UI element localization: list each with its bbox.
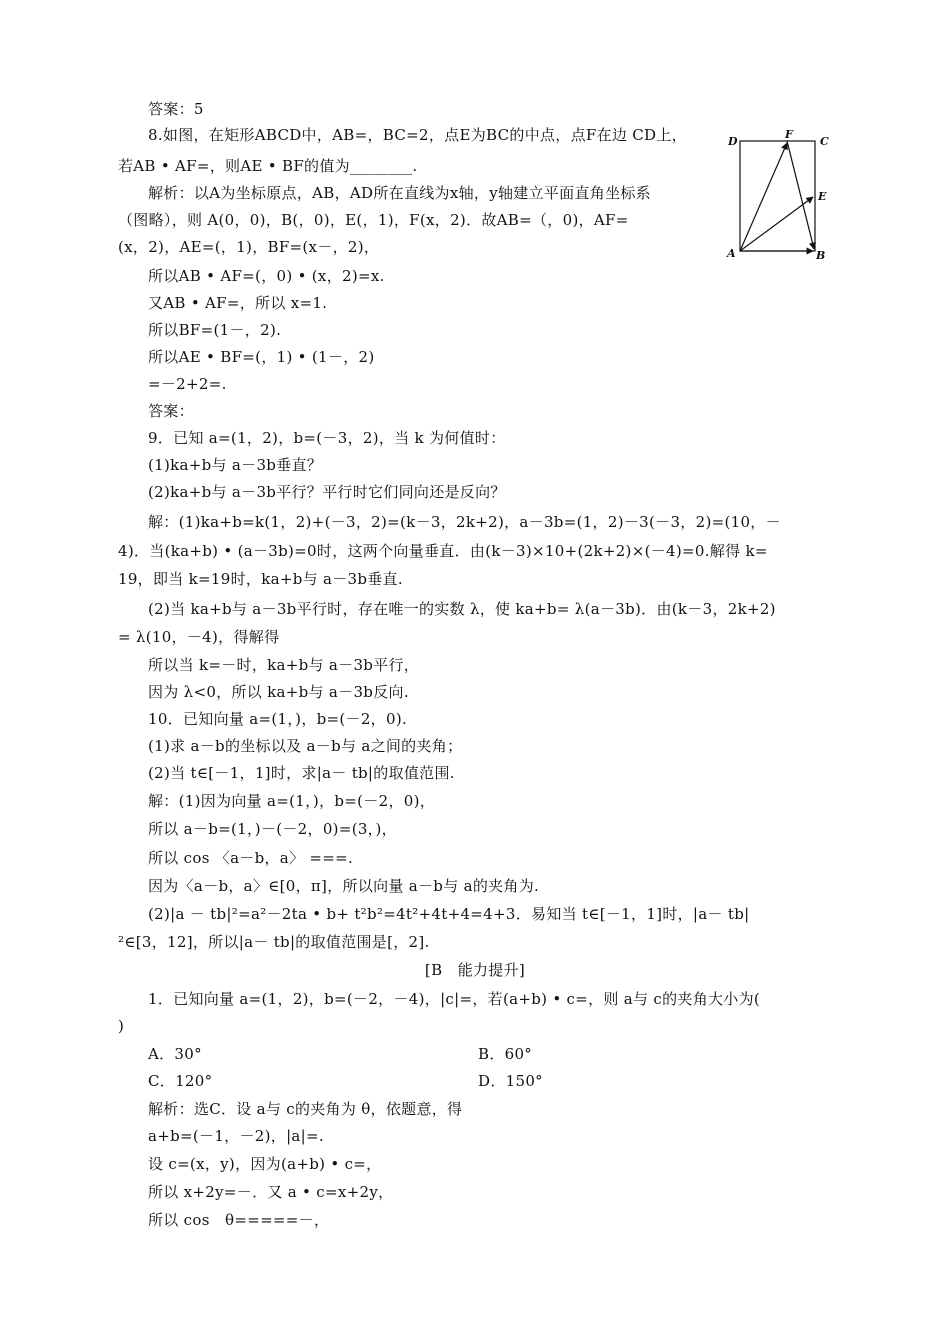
- vector-af: [740, 143, 787, 251]
- question-b1: 1．已知向量 a=(1，2)，b=(－2，－4)，|c|=，若(a+b) • c=，则 a与 c的夹角大小为(: [148, 990, 761, 1008]
- label-f: F: [785, 128, 793, 141]
- question-10-part-1: (1)求 a－b的坐标以及 a－b与 a之间的夹角；: [148, 737, 463, 755]
- option-c: C．120°: [148, 1072, 213, 1090]
- solution-9-line-3: 19，即当 k=19时，ka+b与 a－3b垂直.: [118, 570, 403, 588]
- solution-9-line-6: 所以当 k=－时，ka+b与 a－3b平行，: [148, 656, 420, 674]
- rectangle-abcd: [740, 141, 815, 251]
- solution-b1-line-3: 设 c=(x，y)，因为(a+b) • c=，: [148, 1155, 382, 1173]
- question-10-part-2: (2)当 t∈[－1，1]时，求|a－ tb|的取值范围.: [148, 764, 455, 782]
- solution-9-line-1: 解：(1)ka+b=k(1，2)+(－3，2)=(k－3，2k+2)，a－3b=(1，2)－3(－3，2)=(10，－: [148, 513, 781, 531]
- vector-ae: [740, 197, 813, 251]
- solution-8-line-4: 所以AB • AF=(，0) • (x，2)=x.: [148, 267, 385, 285]
- question-9-part-2: (2)ka+b与 a－3b平行？平行时它们同向还是反向？: [148, 483, 506, 501]
- solution-8-line-8: =－2+2=.: [148, 375, 227, 393]
- option-b: B．60°: [478, 1045, 533, 1063]
- solution-8-line-2: （图略），则 A(0，0)，B(，0)，E(，1)，F(x，2)．故AB=（，0)，AF=: [118, 211, 629, 229]
- solution-8-line-5: 又AB • AF=，所以 x=1.: [148, 294, 328, 312]
- solution-9-line-7: 因为 λ<0，所以 ka+b与 a－3b反向.: [148, 683, 409, 701]
- solution-9-line-5: = λ(10，－4)，得解得: [118, 628, 280, 646]
- label-b: B: [816, 249, 826, 262]
- solution-10-line-6: ²∈[3，12]，所以|a－ tb|的取值范围是[，2].: [118, 933, 430, 951]
- question-9: 9．已知 a=(1，2)，b=(－3，2)，当 k 为何值时：: [148, 429, 506, 447]
- solution-8-line-3: (x，2)，AE=(，1)，BF=(x－，2)，: [118, 238, 380, 256]
- label-d: D: [728, 135, 738, 148]
- solution-10-line-1: 解：(1)因为向量 a=(1，)，b=(－2，0)，: [148, 792, 436, 810]
- question-8-line-2: 若AB • AF=，则AE • BF的值为________.: [118, 157, 418, 175]
- label-c: C: [820, 135, 829, 148]
- solution-10-line-3: 所以 cos 〈a－b，a〉 ===.: [148, 849, 354, 867]
- solution-8-line-7: 所以AE • BF=(，1) • (1－，2): [148, 348, 375, 366]
- answer-line-2: 答案：: [148, 402, 194, 420]
- solution-8-line-6: 所以BF=(1－，2).: [148, 321, 282, 339]
- solution-10-line-5: (2)|a － tb|²=a²－2ta • b+ t²b²=4t²+4t+4=4+3．易知当 t∈[－1，1]时，|a－ tb|: [148, 905, 750, 923]
- label-a: A: [727, 247, 736, 260]
- rectangle-figure: [725, 127, 835, 267]
- solution-10-line-4: 因为〈a－b，a〉∈[0，π]，所以向量 a－b与 a的夹角为.: [148, 877, 540, 895]
- section-heading: [B 能力提升]: [424, 961, 526, 979]
- solution-b1-line-4: 所以 x+2y=－．又 a • c=x+2y，: [148, 1183, 394, 1201]
- label-e: E: [818, 190, 827, 203]
- option-row-1: [148, 1041, 838, 1067]
- solution-9-line-4: (2)当 ka+b与 a－3b平行时，存在唯一的实数 λ，使 ka+b= λ(a－3b)．由(k－3，2k+2): [148, 600, 776, 618]
- question-b1-paren: ): [118, 1017, 125, 1035]
- solution-10-line-2: 所以 a－b=(1，)－(－2，0)=(3，)，: [148, 820, 397, 838]
- question-8-line-1: 8.如图，在矩形ABCD中，AB=，BC=2，点E为BC的中点，点F在边 CD上，: [148, 126, 687, 144]
- question-10: 10．已知向量 a=(1，)，b=(－2，0).: [148, 710, 408, 728]
- solution-b1-line-2: a+b=(－1，－2)，|a|=.: [148, 1127, 324, 1145]
- solution-b1-line-1: 解析：选C．设 a与 c的夹角为 θ，依题意，得: [148, 1100, 463, 1118]
- option-row-2: [148, 1068, 838, 1094]
- option-a: A．30°: [148, 1045, 202, 1063]
- solution-9-line-2: 4)．当(ka+b) • (a－3b)=0时，这两个向量垂直．由(k－3)×10+(2k+2)×(－4)=0.解得 k=: [118, 542, 768, 560]
- solution-8-line-1: 解析：以A为坐标原点，AB，AD所在直线为x轴，y轴建立平面直角坐标系: [148, 184, 651, 202]
- vector-fb: [787, 141, 814, 249]
- option-d: D．150°: [478, 1072, 543, 1090]
- answer-line: 答案：5: [148, 100, 204, 118]
- question-9-part-1: (1)ka+b与 a－3b垂直？: [148, 456, 323, 474]
- solution-b1-line-5: 所以 cos θ=====－，: [148, 1211, 330, 1229]
